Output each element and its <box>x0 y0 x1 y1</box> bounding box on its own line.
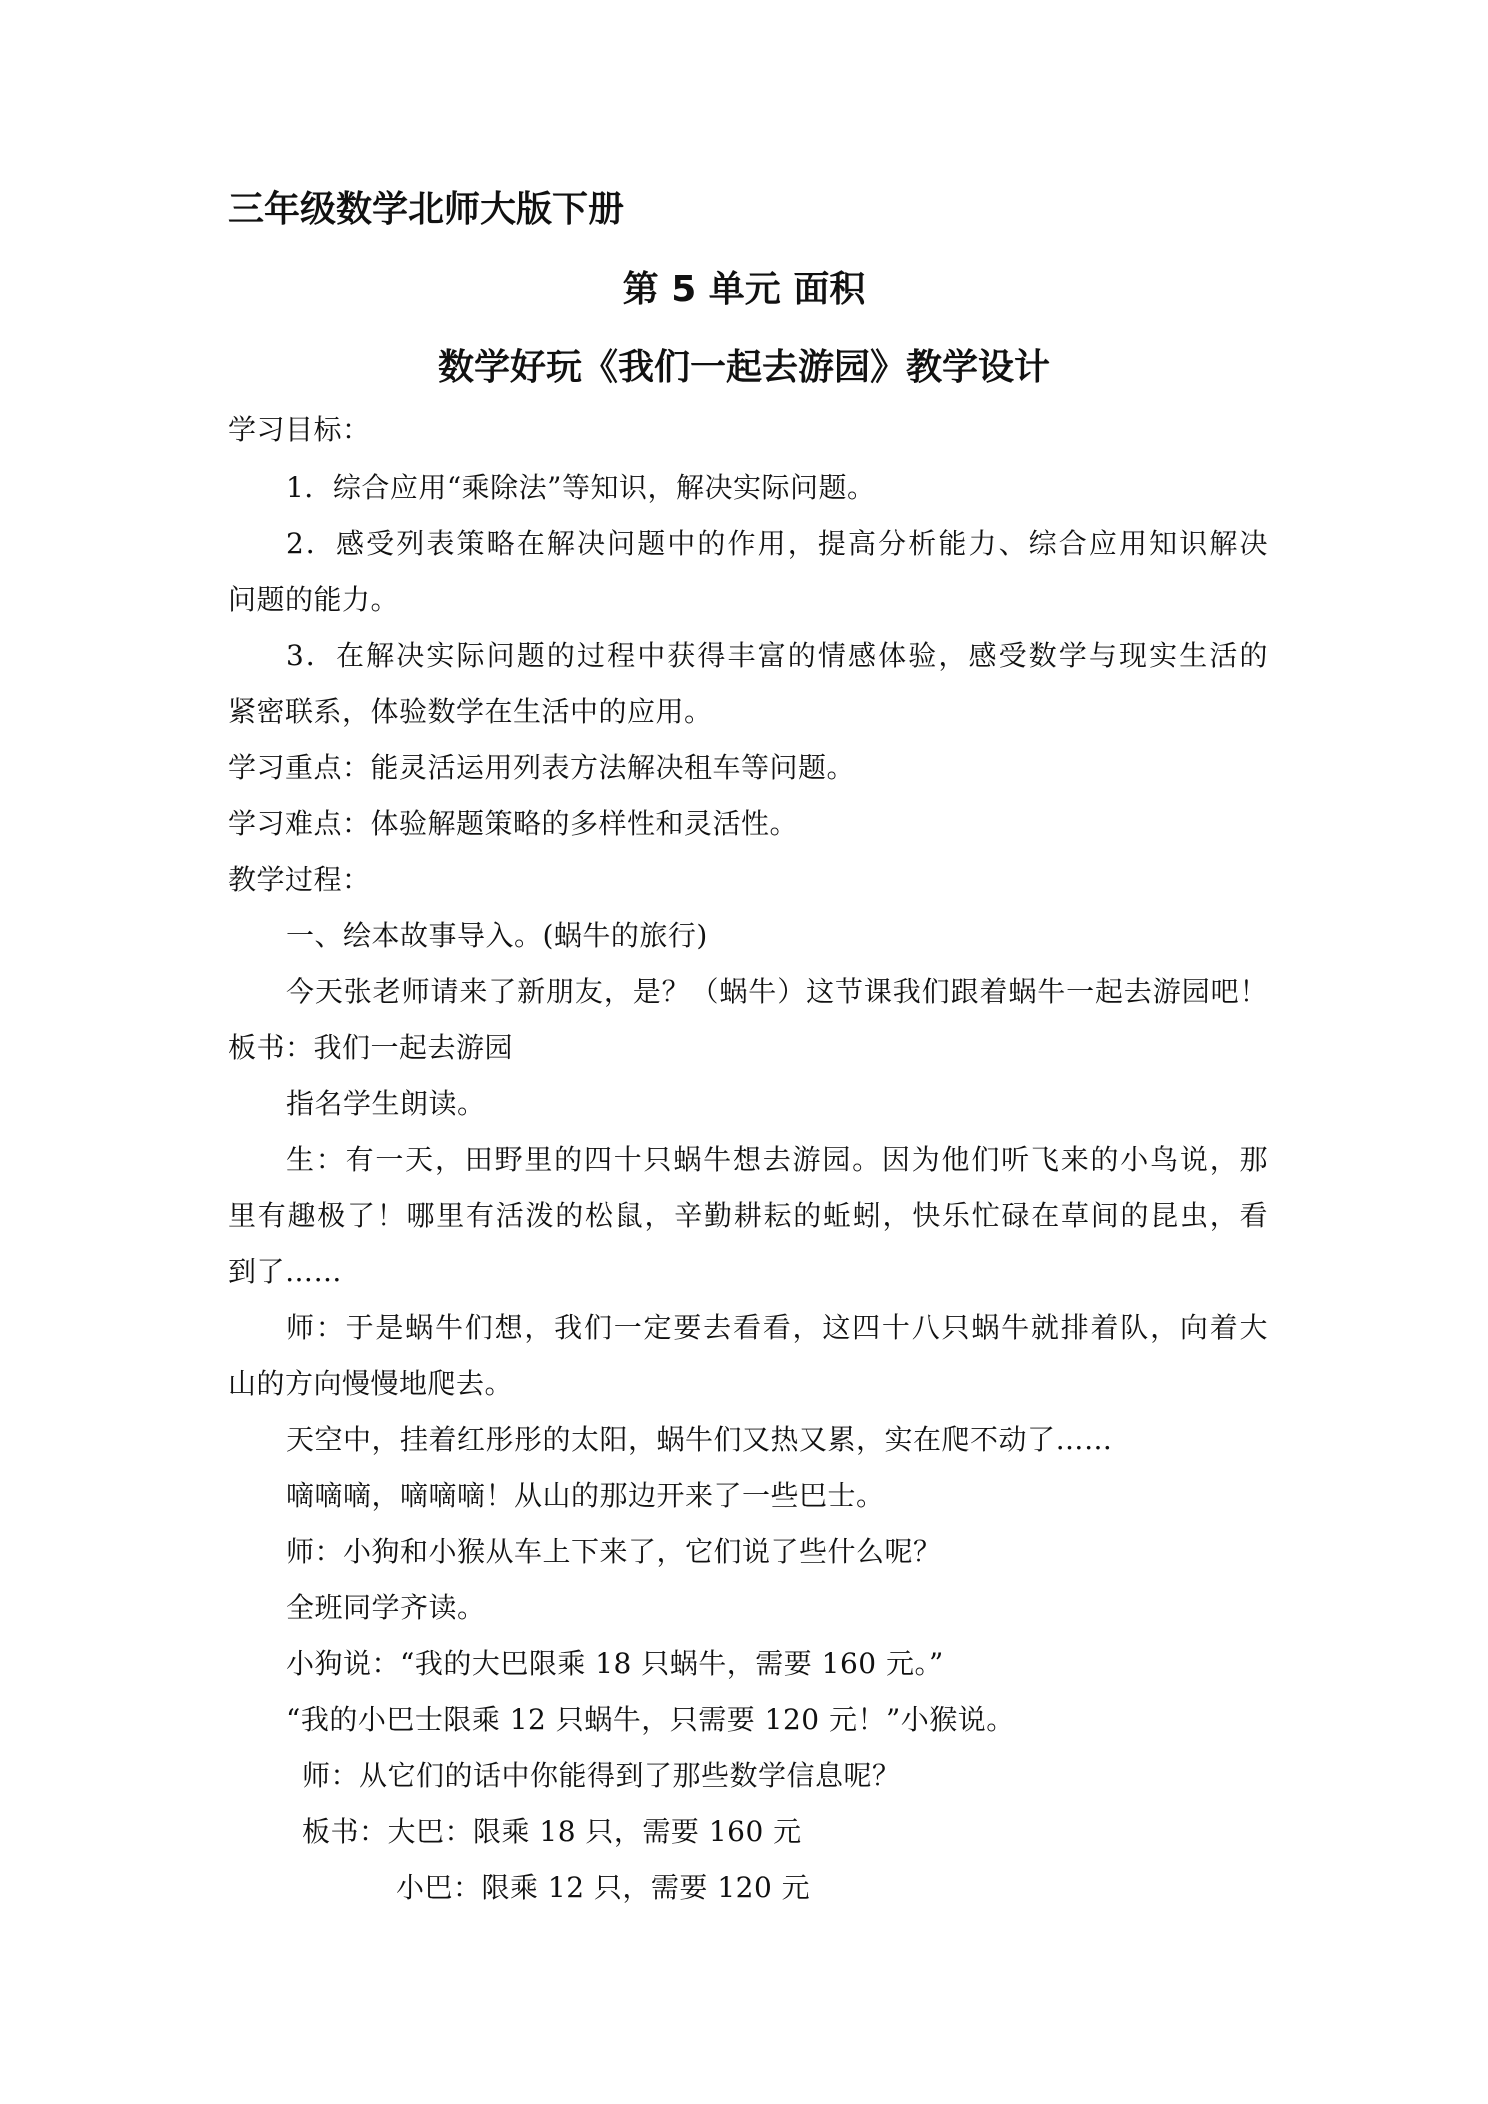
intro-line-2: 板书：我们一起去游园 <box>228 1031 514 1064</box>
student-line-3: 到了…… <box>228 1255 343 1288</box>
goal-1: 1．综合应用“乘除法”等知识，解决实际问题。 <box>286 471 876 504</box>
key-point: 学习重点：能灵活运用列表方法解决租车等问题。 <box>228 751 856 784</box>
difficulty: 学习难点：体验解题策略的多样性和灵活性。 <box>228 807 799 840</box>
intro-line-1: 今天张老师请来了新朋友，是？（蜗牛）这节课我们跟着蜗牛一起去游园吧！ <box>286 975 1268 1008</box>
student-line-1: 生：有一天，田野里的四十只蜗牛想去游园。因为他们听飞来的小鸟说，那 <box>286 1143 1268 1176</box>
goal-3-line-1: 3．在解决实际问题的过程中获得丰富的情感体验，感受数学与现实生活的 <box>286 639 1268 672</box>
lesson-title: 数学好玩《我们一起去游园》教学设计 <box>437 347 1050 388</box>
teacher-1-line-2: 山的方向慢慢地爬去。 <box>228 1367 514 1400</box>
dog-says: 小狗说：“我的大巴限乘 18 只蜗牛，需要 160 元。” <box>286 1647 944 1680</box>
sky-line: 天空中，挂着红彤彤的太阳，蜗牛们又热又累，实在爬不动了…… <box>286 1423 1113 1456</box>
board-small-bus: 小巴：限乘 12 只，需要 120 元 <box>396 1871 811 1904</box>
goal-2-line-2: 问题的能力。 <box>228 583 400 616</box>
goal-2-line-1: 2．感受列表策略在解决问题中的作用，提高分析能力、综合应用知识解决 <box>286 527 1268 560</box>
process-label: 教学过程： <box>228 863 371 896</box>
section-1-heading: 一、绘本故事导入。(蜗牛的旅行) <box>286 919 708 952</box>
teacher-1-line-1: 师：于是蜗牛们想，我们一定要去看看，这四十八只蜗牛就排着队，向着大 <box>286 1311 1268 1344</box>
teacher-3: 师：从它们的话中你能得到了那些数学信息呢？ <box>302 1759 901 1792</box>
goals-label: 学习目标： <box>228 413 371 446</box>
goal-3-line-2: 紧密联系，体验数学在生活中的应用。 <box>228 695 713 728</box>
unit-heading: 第 5 单元 面积 <box>622 269 866 310</box>
class-read: 全班同学齐读。 <box>286 1591 486 1624</box>
teacher-2: 师：小狗和小猴从车上下来了，它们说了些什么呢？ <box>286 1535 942 1568</box>
grade-heading: 三年级数学北师大版下册 <box>228 189 625 230</box>
student-line-2: 里有趣极了！哪里有活泼的松鼠，辛勤耕耘的蚯蚓，快乐忙碌在草间的昆虫，看 <box>228 1199 1268 1232</box>
read-aloud: 指名学生朗读。 <box>286 1087 486 1120</box>
monkey-says: “我的小巴士限乘 12 只蜗牛，只需要 120 元！”小猴说。 <box>286 1703 1015 1736</box>
beep-line: 嘀嘀嘀，嘀嘀嘀！从山的那边开来了一些巴士。 <box>286 1479 885 1512</box>
board-big-bus: 板书：大巴：限乘 18 只，需要 160 元 <box>302 1815 802 1848</box>
